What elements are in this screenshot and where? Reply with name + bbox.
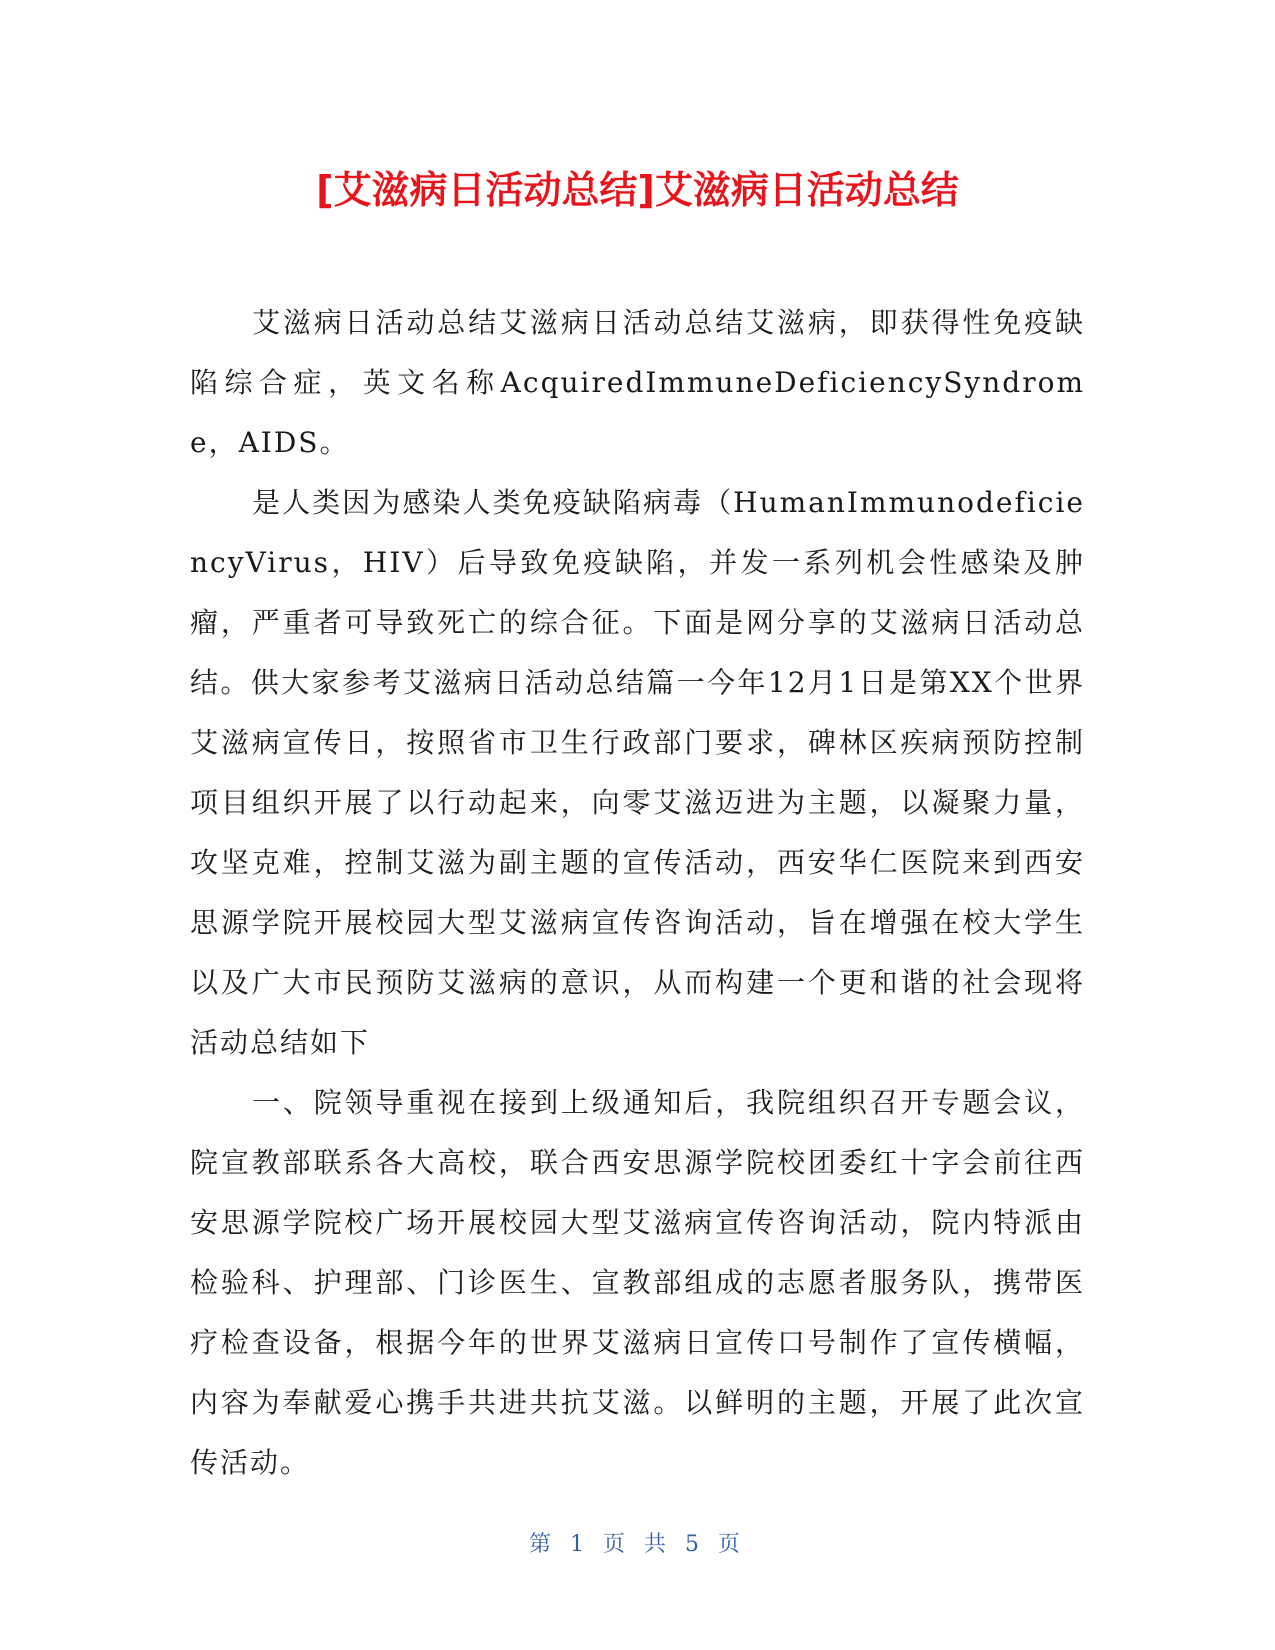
paragraph-2: 是人类因为感染人类免疫缺陷病毒（HumanImmunodeficiencyVirus，HIV）后导致免疫缺陷，并发一系列机会性感染及肿瘤，严重者可导致死亡的综合征。下面是网分享的艾滋病日活动总结。供大家参考艾滋病日活动总结篇一今年12月1日是第XX个世界艾滋病宣传日，按照省市卫生行政部门要求，碑林区疾病预防控制项目组织开展了以行动起来，向零艾滋迈进为主题，以凝聚力量，攻坚克难，控制艾滋为副主题的宣传活动，西安华仁医院来到西安思源学院开展校园大型艾滋病宣传咨询活动，旨在增强在校大学生以及广大市民预防艾滋病的意识，从而构建一个更和谐的社会现将活动总结如下: [190, 486, 1085, 1059]
paragraph-3: 一、院领导重视在接到上级通知后，我院组织召开专题会议，院宣教部联系各大高校，联合西安思源学院校团委红十字会前往西安思源学院校广场开展校园大型艾滋病宣传咨询活动，院内特派由检验科、护理部、门诊医生、宣教部组成的志愿者服务队，携带医疗检查设备，根据今年的世界艾滋病日宣传口号制作了宣传横幅，内容为奉献爱心携手共进共抗艾滋。以鲜明的主题，开展了此次宣传活动。: [190, 1086, 1085, 1479]
paragraph-1: 艾滋病日活动总结艾滋病日活动总结艾滋病，即获得性免疫缺陷综合症，英文名称AcquiredImmuneDeficiencySyndrome，AIDS。: [190, 306, 1085, 459]
document-title: [艾滋病日活动总结]艾滋病日活动总结: [316, 168, 959, 212]
document-body: [190, 293, 1085, 1493]
page-number-footer: 第 1 页 共 5 页: [529, 1532, 746, 1557]
